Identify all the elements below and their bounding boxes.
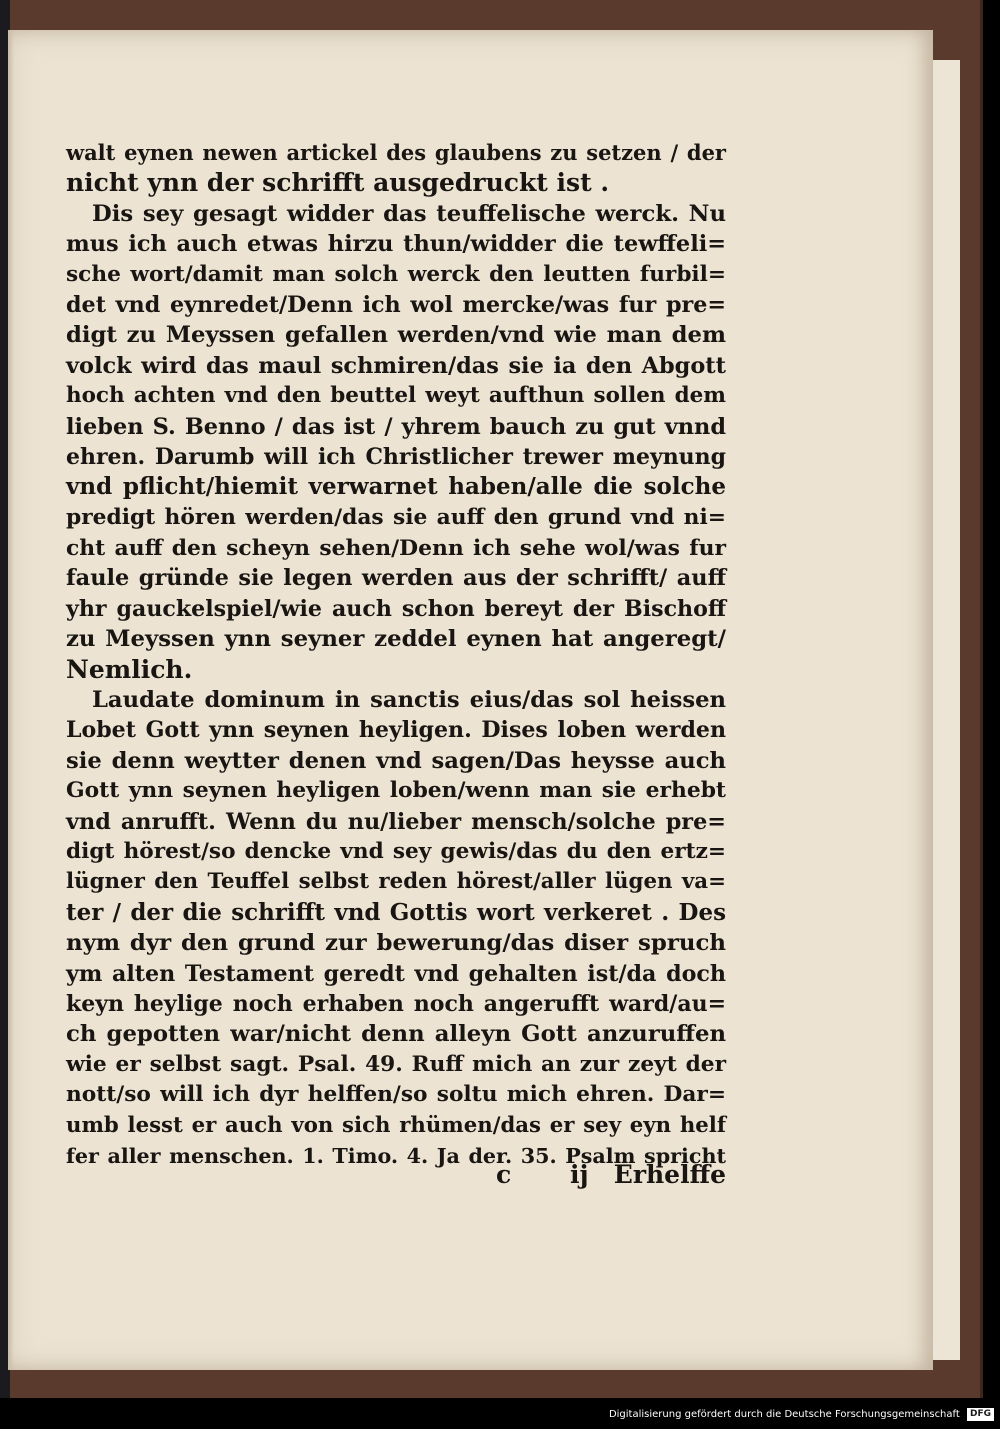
text-line: ym alten Testament geredt vnd gehalten ist/da doch (66, 960, 726, 987)
text-line: cht auff den scheyn sehen/Denn ich sehe wol/was fur (66, 535, 726, 562)
text-line: det vnd eynredet/Denn ich wol mercke/was fur pre= (66, 291, 726, 318)
text-line: keyn heylige noch erhaben noch angerufft ward/au= (66, 990, 726, 1017)
text-line: volck wird das maul schmiren/das sie ia den Abgott (66, 352, 726, 379)
text-line: Nemlich. (66, 654, 193, 684)
catchword: Erhelffe (613, 1160, 726, 1189)
text-line: mus ich auch etwas hirzu thun/widder die tewffeli= (66, 231, 726, 258)
text-line: wie er selbst sagt. Psal. 49. Ruff mich an zur zeyt der (66, 1051, 726, 1077)
page-gutter-shadow (8, 30, 14, 1370)
signature-number: ij (570, 1160, 589, 1189)
text-line: hoch achten vnd den beuttel weyt aufthun sollen dem (66, 383, 726, 409)
text-line: umb lesst er auch von sich rhümen/das er sey eyn helf (66, 1112, 726, 1138)
text-line: faule gründe sie legen werden aus der schrifft/ auff (66, 565, 726, 592)
text-line: Lobet Gott ynn seynen heyligen. Dises loben werden (66, 717, 726, 744)
signature-letter: c (496, 1160, 512, 1189)
text-line: vnd pflicht/hiemit verwarnet haben/alle die solche (66, 473, 726, 501)
digitization-credit (0, 1406, 1000, 1424)
text-line: digt zu Meyssen gefallen werden/vnd wie man dem (66, 322, 726, 349)
dfg-logo: DFG (967, 1408, 994, 1421)
text-line: yhr gauckelspiel/wie auch schon bereyt der Bischoff (66, 595, 726, 622)
text-line: nicht ynn der schrifft ausgedruckt ist . (66, 168, 610, 198)
text-line: lügner den Teuffel selbst reden hörest/aller lügen va= (66, 869, 726, 895)
credit-text: Digitalisierung gefördert durch die Deutsche Forschungsgemeinschaft (608, 1409, 960, 1420)
text-line: ter / der die schrifft vnd Gottis wort verkeret . Des (66, 898, 726, 926)
text-line: lieben S. Benno / das ist / yhrem bauch zu gut vnnd (66, 413, 726, 440)
text-line: nott/so will ich dyr helffen/so soltu mich ehren. Dar= (66, 1082, 726, 1108)
text-line: Dis sey gesagt widder das teuffelische werck. Nu (92, 200, 726, 227)
text-line: ch gepotten war/nicht denn alleyn Gott anzuruffen (66, 1021, 726, 1048)
book-page (8, 30, 933, 1370)
text-line: nym dyr den grund zur bewerung/das diser spruch (66, 930, 726, 957)
text-line: zu Meyssen ynn seyner zeddel eynen hat angeregt/ (66, 626, 726, 653)
page-text-block (66, 138, 726, 1171)
page-footer (496, 1160, 726, 1194)
text-line: Gott ynn seynen heyligen loben/wenn man sie erhebt (66, 778, 726, 804)
text-line: walt eynen newen artickel des glaubens zu setzen / der (66, 140, 726, 165)
text-line: sche wort/damit man solch werck den leutten furbil= (66, 261, 726, 287)
text-line: sie denn weytter denen vnd sagen/Das heysse auch (66, 747, 726, 774)
text-line: vnd anrufft. Wenn du nu/lieber mensch/solche pre= (66, 808, 726, 835)
text-line: digt hörest/so dencke vnd sey gewis/das du den ertz= (66, 838, 726, 864)
text-line: fer aller menschen. 1. Timo. 4. Ja der. 35. Psalm spricht (66, 1143, 726, 1168)
text-line: predigt hören werden/das sie auff den grund vnd ni= (66, 504, 726, 530)
text-line: ehren. Darumb will ich Christlicher trewer meynung (66, 443, 726, 470)
text-line: Laudate dominum in sanctis eius/das sol heissen (92, 687, 726, 714)
